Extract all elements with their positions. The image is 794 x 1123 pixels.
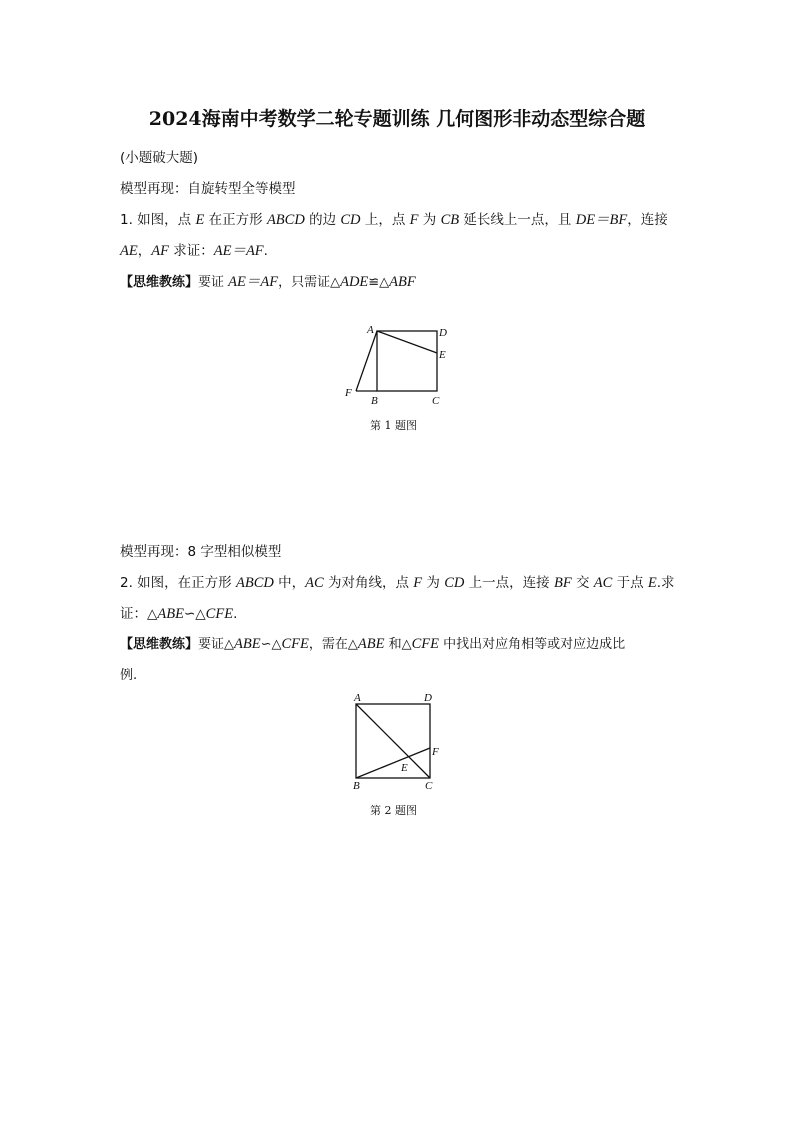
label-d: D xyxy=(424,692,432,704)
page-title: 2024海南中考数学二轮专题训练 几何图形非动态型综合题 xyxy=(148,108,646,130)
hint-1 xyxy=(120,270,416,291)
label-c: C xyxy=(425,780,433,792)
figure-2 xyxy=(340,688,460,794)
hint-2-line-1 xyxy=(120,633,625,653)
math-var: DE＝BF xyxy=(575,212,628,228)
text: . xyxy=(263,243,268,259)
math-var: E xyxy=(647,575,657,591)
subtitle: (小题破大题) xyxy=(120,150,199,166)
label-f: F xyxy=(345,387,352,399)
text: 求证： xyxy=(168,243,214,259)
text: ，只需证△ xyxy=(278,275,341,290)
text: 为 xyxy=(418,212,441,228)
text: 如图，点 xyxy=(132,212,196,228)
text: 中， xyxy=(273,575,306,591)
question-2-line-2 xyxy=(120,602,237,623)
question-1-line-1 xyxy=(120,208,668,229)
question-1-line-2 xyxy=(120,239,268,260)
text: ，连接 xyxy=(627,212,668,228)
text: 延长线上一点，且 xyxy=(459,212,576,228)
math-var: AC xyxy=(305,575,324,591)
hint-label: 【思维教练】 xyxy=(120,275,199,290)
text: 的边 xyxy=(304,212,341,228)
text: ≌△ xyxy=(368,275,390,290)
text: 为 xyxy=(422,575,445,591)
math-var: AE xyxy=(120,243,138,259)
math-var: ABCD xyxy=(266,212,305,228)
text: 上一点，连接 xyxy=(464,575,554,591)
math-var: AC xyxy=(593,575,613,591)
math-var: CD xyxy=(340,212,361,228)
square-abcd xyxy=(377,331,437,391)
hint-2-line-2: 例. xyxy=(120,668,138,683)
text: . xyxy=(233,606,238,622)
math-var: AF xyxy=(151,243,169,259)
segment-af xyxy=(356,331,377,391)
math-var: E xyxy=(195,212,205,228)
text: .求 xyxy=(656,575,675,591)
text: ∽△ xyxy=(260,637,282,652)
segment-bf xyxy=(356,748,430,778)
math-var: ABCD xyxy=(235,575,274,591)
question-2-line-1 xyxy=(120,571,675,592)
text: 和△ xyxy=(384,637,412,652)
text: 要证△ xyxy=(198,637,235,652)
math-var: CD xyxy=(444,575,465,591)
text: ， xyxy=(137,243,152,259)
text: ，需在△ xyxy=(308,637,358,652)
math-var: ADE xyxy=(340,274,369,290)
math-var: ABE xyxy=(234,636,261,652)
label-f: F xyxy=(432,746,439,758)
text: 证：△ xyxy=(120,606,158,622)
label-e: E xyxy=(401,762,408,774)
question-number: 2. xyxy=(120,575,133,591)
text: ∽△ xyxy=(183,606,206,622)
model-heading-2: 模型再现：8 字型相似模型 xyxy=(120,544,282,560)
math-var: CFE xyxy=(281,636,309,652)
label-c: C xyxy=(432,395,440,407)
math-var: ABF xyxy=(389,274,416,290)
label-b: B xyxy=(371,395,378,407)
segment-ae xyxy=(377,331,437,353)
math-var: CFE xyxy=(205,606,234,622)
model-heading-1: 模型再现：自旋转型全等模型 xyxy=(120,181,296,197)
figure-2-caption: 第 2 题图 xyxy=(370,804,417,817)
math-var: ABE xyxy=(157,606,184,622)
label-b: B xyxy=(353,780,360,792)
text: 要证 xyxy=(198,275,229,290)
math-var: F xyxy=(409,212,419,228)
text: 交 xyxy=(571,575,594,591)
label-d: D xyxy=(439,327,447,339)
text: 中找出对应角相等或对应边成比 xyxy=(438,637,626,652)
label-e: E xyxy=(439,349,446,361)
figure-1 xyxy=(330,320,470,412)
math-var: ABE xyxy=(357,636,385,652)
diagonal-ac xyxy=(356,704,430,778)
hint-label: 【思维教练】 xyxy=(120,637,199,652)
label-a: A xyxy=(367,324,374,336)
label-a: A xyxy=(354,692,361,704)
text: 如图，在正方形 xyxy=(132,575,236,591)
text: 为对角线，点 xyxy=(323,575,414,591)
math-var: AE＝AF xyxy=(213,243,264,259)
text: 上，点 xyxy=(360,212,410,228)
math-var: AE＝AF xyxy=(228,274,279,290)
math-var: F xyxy=(413,575,423,591)
text: 在正方形 xyxy=(204,212,267,228)
math-var: BF xyxy=(553,575,572,591)
question-number: 1. xyxy=(120,212,133,228)
figure-1-caption: 第 1 题图 xyxy=(370,419,417,432)
math-var: CB xyxy=(440,212,460,228)
text: 于点 xyxy=(612,575,648,591)
math-var: CFE xyxy=(411,636,439,652)
